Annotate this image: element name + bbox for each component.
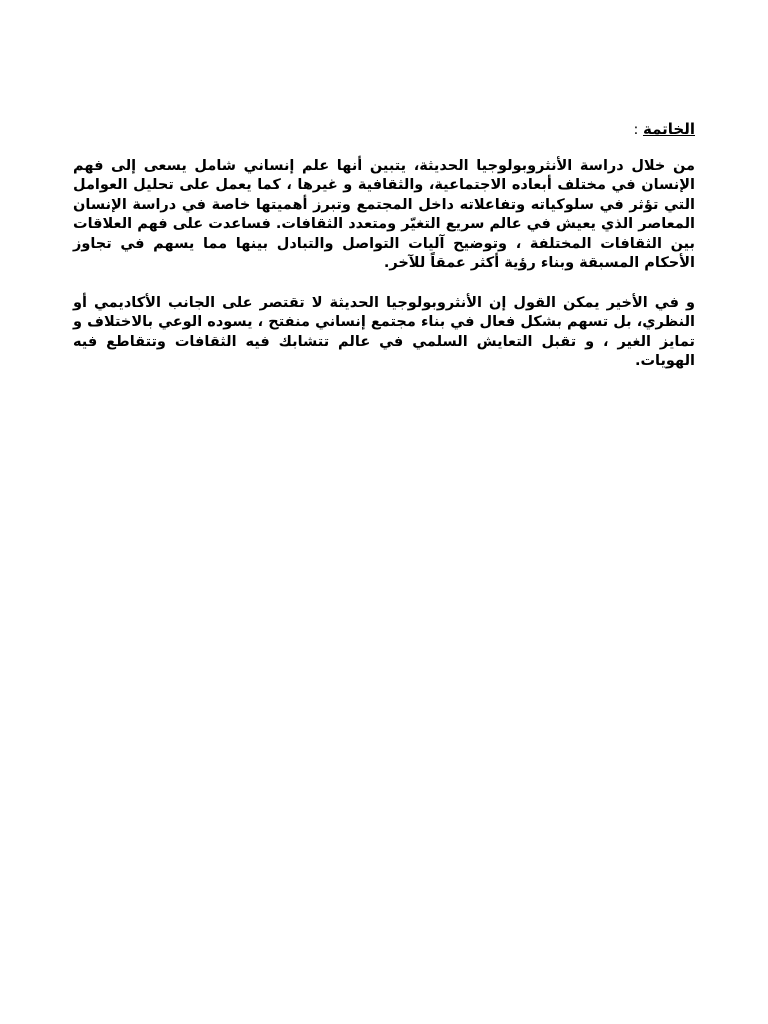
paragraph-2: و في الأخير يمكن القول إن الأنثروبولوجيا الحديثة لا تقتصر على الجانب الأكاديمي أو النظري، بل تسهم بشكل فعال في بناء مجتمع إنساني منفتح ، يسوده الوعي بالاختلاف و تمايز الغير ، و تقبل التعايش السلمي في عالم تتشابك فيه الثقافات وتتقاطع فيه الهويات. xyxy=(73,294,695,369)
document-body xyxy=(73,120,695,392)
heading-colon: : xyxy=(633,122,643,138)
conclusion-heading-line xyxy=(73,120,695,141)
conclusion-heading: الخاتمة xyxy=(642,120,695,138)
paragraph-1: من خلال دراسة الأنثروبولوجيا الحديثة، يتبين أنها علم إنساني شامل يسعى إلى فهم الإنسان في مختلف أبعاده الاجتماعية، والثقافية و غيرها ، كما يعمل على تحليل العوامل التي تؤثر في سلوكياته وتفاعلاته داخل المجتمع وتبرز أهميتها خاصة في دراسة الإنسان المعاصر الذي يعيش في عالم سريع التغيّر ومتعدد الثقافات. فساعدت على فهم العلاقات بين الثقافات المختلفة ، وتوضيح آليات التواصل والتبادل بينها مما يسهم في تجاوز الأحكام المسبقة وبناء رؤية أكثر عمقاً للآخر. xyxy=(73,157,695,271)
